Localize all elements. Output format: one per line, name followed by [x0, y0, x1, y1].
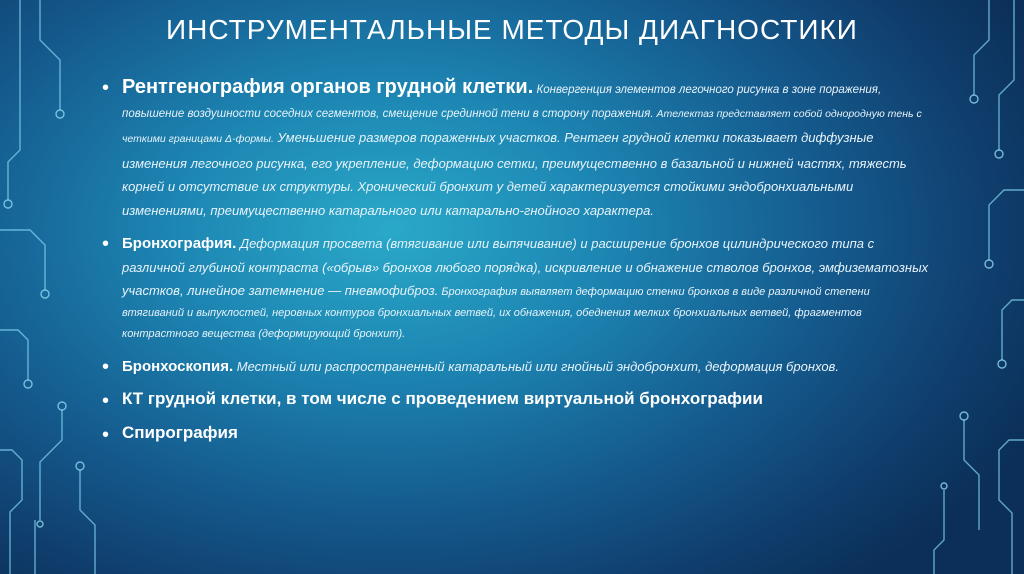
list-item — [100, 355, 930, 379]
item-heading: Бронхоскопия. — [122, 358, 234, 375]
item-description: Местный или распространенный катаральный или гнойный эндобронхит, деформация бронхов. — [233, 359, 839, 374]
bullet-icon: • — [102, 356, 110, 378]
item-description: Деформация просвета (втягивание или выпячивание) и расширение бронхов цилиндрического типа с различной глубиной контраста («обрыв» бронхов любого порядка), искривление и обнажение стволов бронхов, эмфизематозных участков, линейное затемнение — пневмофиброз. — [122, 236, 929, 298]
item-heading: Спирография — [122, 422, 238, 442]
list-item — [100, 76, 930, 222]
list-item — [100, 422, 930, 446]
item-description: Конвергенция элементов легочного рисунка в зоне поражения, повышение воздушности соседних сегментов, смещение срединной тени в сторону поражения. — [122, 84, 882, 120]
list-item — [100, 388, 930, 412]
bullet-icon: • — [102, 77, 110, 99]
item-description: Бронхография выявляет деформацию стенки бронхов в виде различной степени втягиваний и выпуклостей, неровных контуров бронхиальных ветвей, их обнажения, обеднения мелких бронхиальных ветвей, фрагментов контрастного вещества (деформирующий бронхит). — [122, 286, 870, 340]
item-heading: Рентгенография органов грудной клетки. — [122, 76, 534, 98]
item-description: Уменьшение размеров пораженных участков. Рентген грудной клетки показывает диффузные изменения легочного рисунка, его укрепление, деформацию сетки, преимущественно в базальной и нижней частях, тяжесть корней и отсутствие их структуры. Хронический бронхит у детей характеризуется стойкими эндобронхиальными изменениями, преимущественно катарального или катарально-гнойного характера. — [122, 130, 907, 218]
bullet-icon: • — [102, 423, 110, 446]
list-item — [100, 232, 930, 345]
bullet-icon: • — [102, 389, 110, 412]
item-heading: КТ грудной клетки, в том числе с проведением виртуальной бронхографии — [122, 388, 763, 408]
bullet-icon: • — [102, 233, 110, 255]
bullet-list — [100, 76, 930, 453]
item-heading: Бронхография. — [122, 235, 237, 252]
item-description: Ателектаз представляет собой однородную тень с четкими границами Δ-формы. — [122, 107, 922, 145]
slide-title: ИНСТРУМЕНТАЛЬНЫЕ МЕТОДЫ ДИАГНОСТИКИ — [166, 14, 858, 45]
